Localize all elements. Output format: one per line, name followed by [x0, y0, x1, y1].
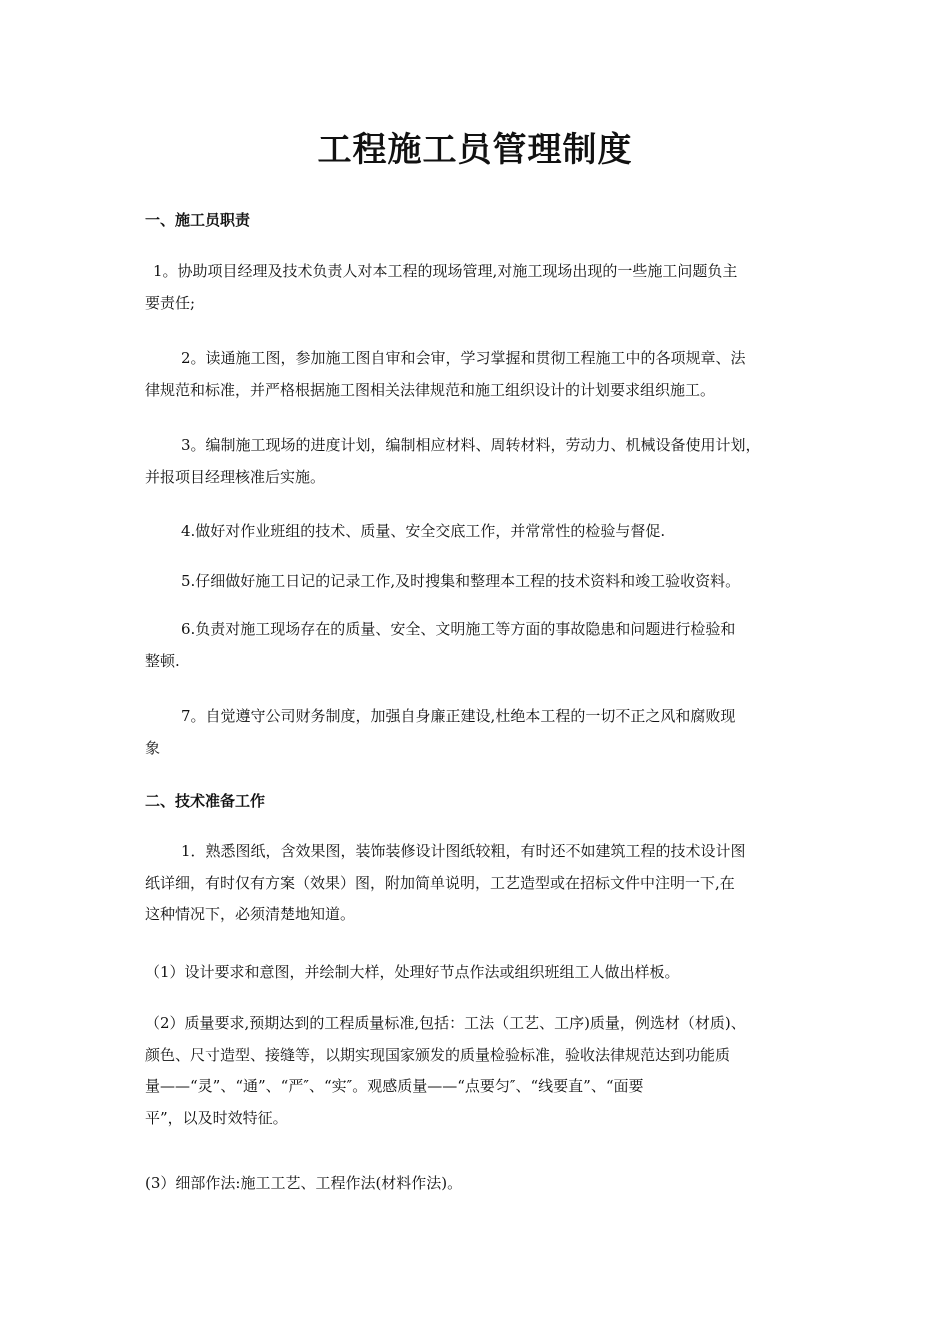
paragraph-prep-1	[145, 836, 815, 931]
paragraph-line: 5.仔细做好施工日记的记录工作,及时搜集和整理本工程的技术资料和竣工验收资料。	[181, 572, 741, 590]
paragraph-duty-2	[145, 343, 815, 406]
paragraph-line: 要责任;	[145, 293, 196, 312]
paragraph-line: 4.做好对作业班组的技术、质量、安全交底工作，并常常性的检验与督促.	[181, 522, 666, 540]
paragraph-duty-7	[145, 701, 815, 764]
paragraph-duty-5	[145, 566, 815, 598]
paragraph-line: 7。自觉遵守公司财务制度，加强自身廉正建设,杜绝本工程的一切不正之风和腐败现	[181, 707, 736, 725]
paragraph-line: 整顿.	[145, 651, 180, 670]
paragraph-line: 律规范和标准，并严格根据施工图相关法律规范和施工组织设计的计划要求组织施工。	[145, 380, 716, 399]
paragraph-line: （2）质量要求,预期达到的工程质量标准,包括：工法（工艺、工序)质量，例选材（材质)、	[145, 1014, 746, 1032]
paragraph-duty-3	[145, 430, 815, 493]
section-heading-duties: 一、施工员职责	[145, 211, 251, 229]
paragraph-prep-item-2	[145, 1008, 815, 1134]
paragraph-line: 1。协助项目经理及技术负责人对本工程的现场管理,对施工现场出现的一些施工问题负主	[153, 262, 738, 280]
paragraph-line: 3。编制施工现场的进度计划，编制相应材料、周转材料，劳动力、机械设备使用计划，	[181, 436, 761, 454]
paragraph-prep-item-1	[145, 957, 815, 989]
paragraph-duty-1	[145, 256, 815, 319]
paragraph-line: (3）细部作法:施工工艺、工程作法(材料作法)。	[145, 1174, 463, 1192]
paragraph-line: 象	[145, 738, 161, 757]
paragraph-line: 量——“灵”、“通”、“严″、“实″。观感质量——“点要匀″、“线要直”、“面要	[145, 1077, 644, 1095]
paragraph-line: 这种情况下，必须清楚地知道。	[145, 905, 356, 923]
paragraph-line: 平”，以及时效特征。	[145, 1108, 288, 1127]
paragraph-line: 2。读通施工图，参加施工图自审和会审，学习掌握和贯彻工程施工中的各项规章、法	[181, 349, 746, 367]
paragraph-line: 6.负责对施工现场存在的质量、安全、文明施工等方面的事故隐患和问题进行检验和	[181, 620, 736, 638]
paragraph-line: （1）设计要求和意图，并绘制大样，处理好节点作法或组织班组工人做出样板。	[145, 963, 680, 981]
paragraph-line: 1．熟悉图纸，含效果图，装饰装修设计图纸较粗，有时还不如建筑工程的技术设计图	[181, 842, 746, 860]
paragraph-prep-item-3	[145, 1168, 815, 1200]
paragraph-line: 纸详细，有时仅有方案（效果）图，附加简单说明，工艺造型或在招标文件中注明一下,在	[145, 873, 735, 892]
document-title: 工程施工员管理制度	[317, 130, 633, 170]
paragraph-duty-4	[145, 516, 815, 548]
paragraph-line: 颜色、尺寸造型、接缝等，以期实现国家颁发的质量检验标准，验收法律规范达到功能质	[145, 1045, 731, 1064]
section-heading-tech-prep: 二、技术准备工作	[145, 792, 266, 810]
paragraph-line: 并报项目经理核准后实施。	[145, 467, 326, 486]
paragraph-duty-6	[145, 614, 815, 677]
